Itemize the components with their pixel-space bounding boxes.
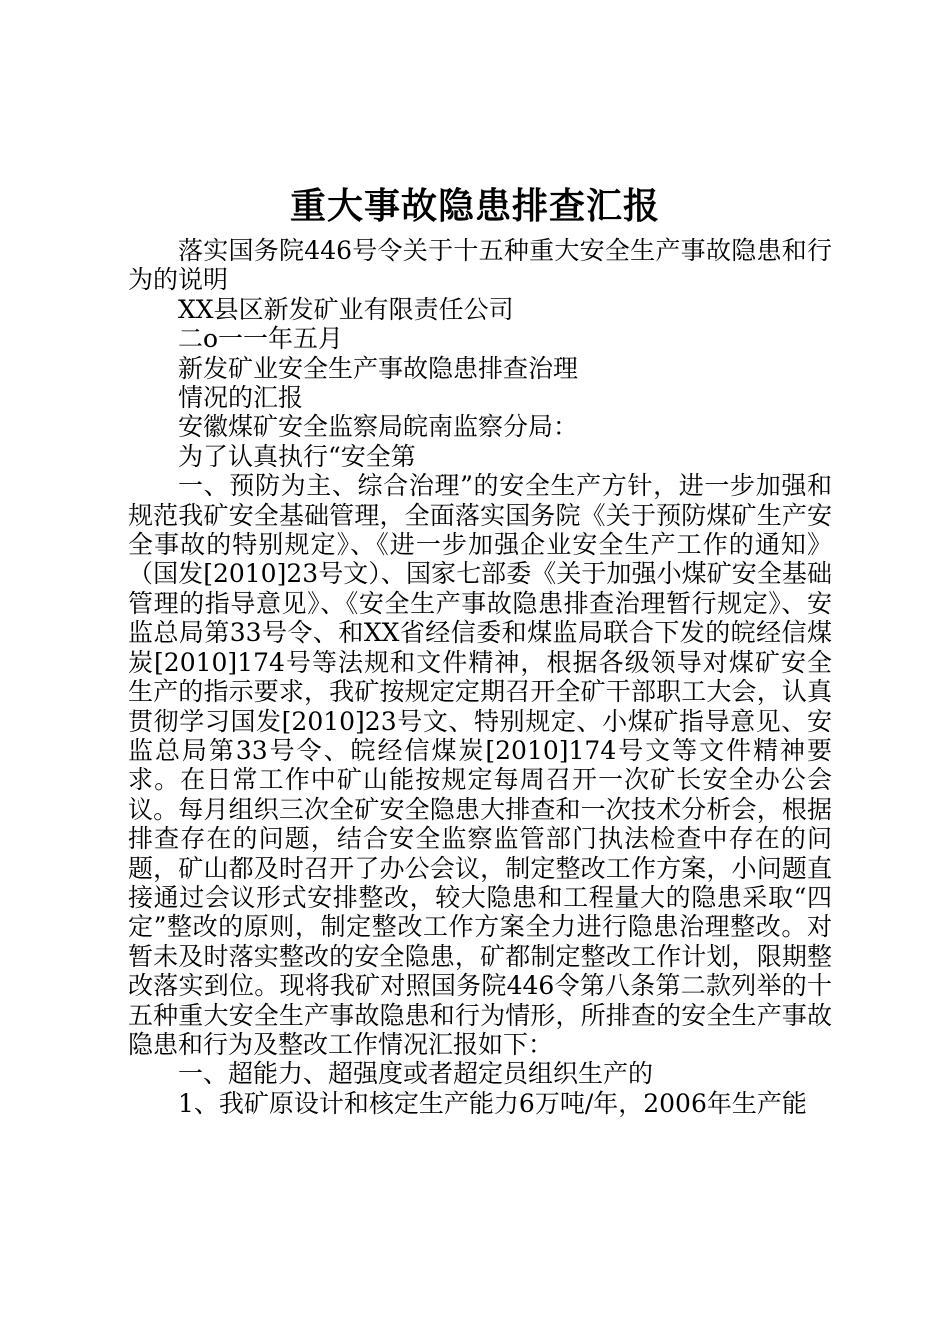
paragraph-section-heading: 一、超能力、超强度或者超定员组织生产的 <box>178 1059 654 1089</box>
paragraph-addressee: 安徽煤矿安全监察局皖南监察分局： <box>178 412 579 442</box>
paragraph-main: 一、预防为主、综合治理”的安全生产方针，进一步加强和规范我矿安全基础管理，全面落实国务院《关于预防煤矿生产安全事故的特别规定》、《进一步加强企业安全生产工作的通知》（国发[2010]23号文）、国家七部委《关于加强小煤矿安全基础管理的指导意见》、《安全生产事故隐患排查治理暂行规定》、安监总局第33号令、和XX省经信委和煤监局联合下发的皖经信煤炭[2010]174号等法规和文件精神，根据各级领导对煤矿安全生产的指示要求，我矿按规定定期召开全矿干部职工大会，认真贯彻学习国发[2010]23号文、特别规定、小煤矿指导意见、安监总局第33号令、皖经信煤炭[2010]174号文等文件精神要求。在日常工作中矿山能按规定每周召开一次矿长安全办公会议。每月组织三次全矿安全隐患大排查和一次技术分析会，根据排查存在的问题，结合安全监察监管部门执法检查中存在的问题，矿山都及时召开了办公会议，制定整改工作方案，小问题直接通过会议形式安排整改，较大隐患和工程量大的隐患采取“四定”整改的原则，制定整改工作方案全力进行隐患治理整改。对暂未及时落实整改的安全隐患，矿都制定整改工作计划，限期整改落实到位。现将我矿对照国务院446令第八条第二款列举的十五种重大安全生产事故隐患和行为情形，所排查的安全生产事故隐患和行为及整改工作情况汇报如下： <box>128 471 832 1059</box>
document-title: 重大事故隐患排查汇报 <box>289 185 660 227</box>
paragraph-subject: 落实国务院446号令关于十五种重大安全生产事故隐患和行为的说明 <box>128 236 832 295</box>
document-body <box>128 236 832 1118</box>
paragraph-report-title-line2: 情况的汇报 <box>178 383 304 413</box>
paragraph-company: XX县区新发矿业有限责任公司 <box>178 294 514 324</box>
paragraph-intro: 为了认真执行“安全第 <box>178 441 416 471</box>
paragraph-date: 二o一一年五月 <box>178 324 344 354</box>
paragraph-report-title-line1: 新发矿业安全生产事故隐患排查治理 <box>178 353 579 383</box>
paragraph-item-1: 1、我矿原设计和核定生产能力6万吨/年，2006年生产能 <box>178 1088 807 1118</box>
